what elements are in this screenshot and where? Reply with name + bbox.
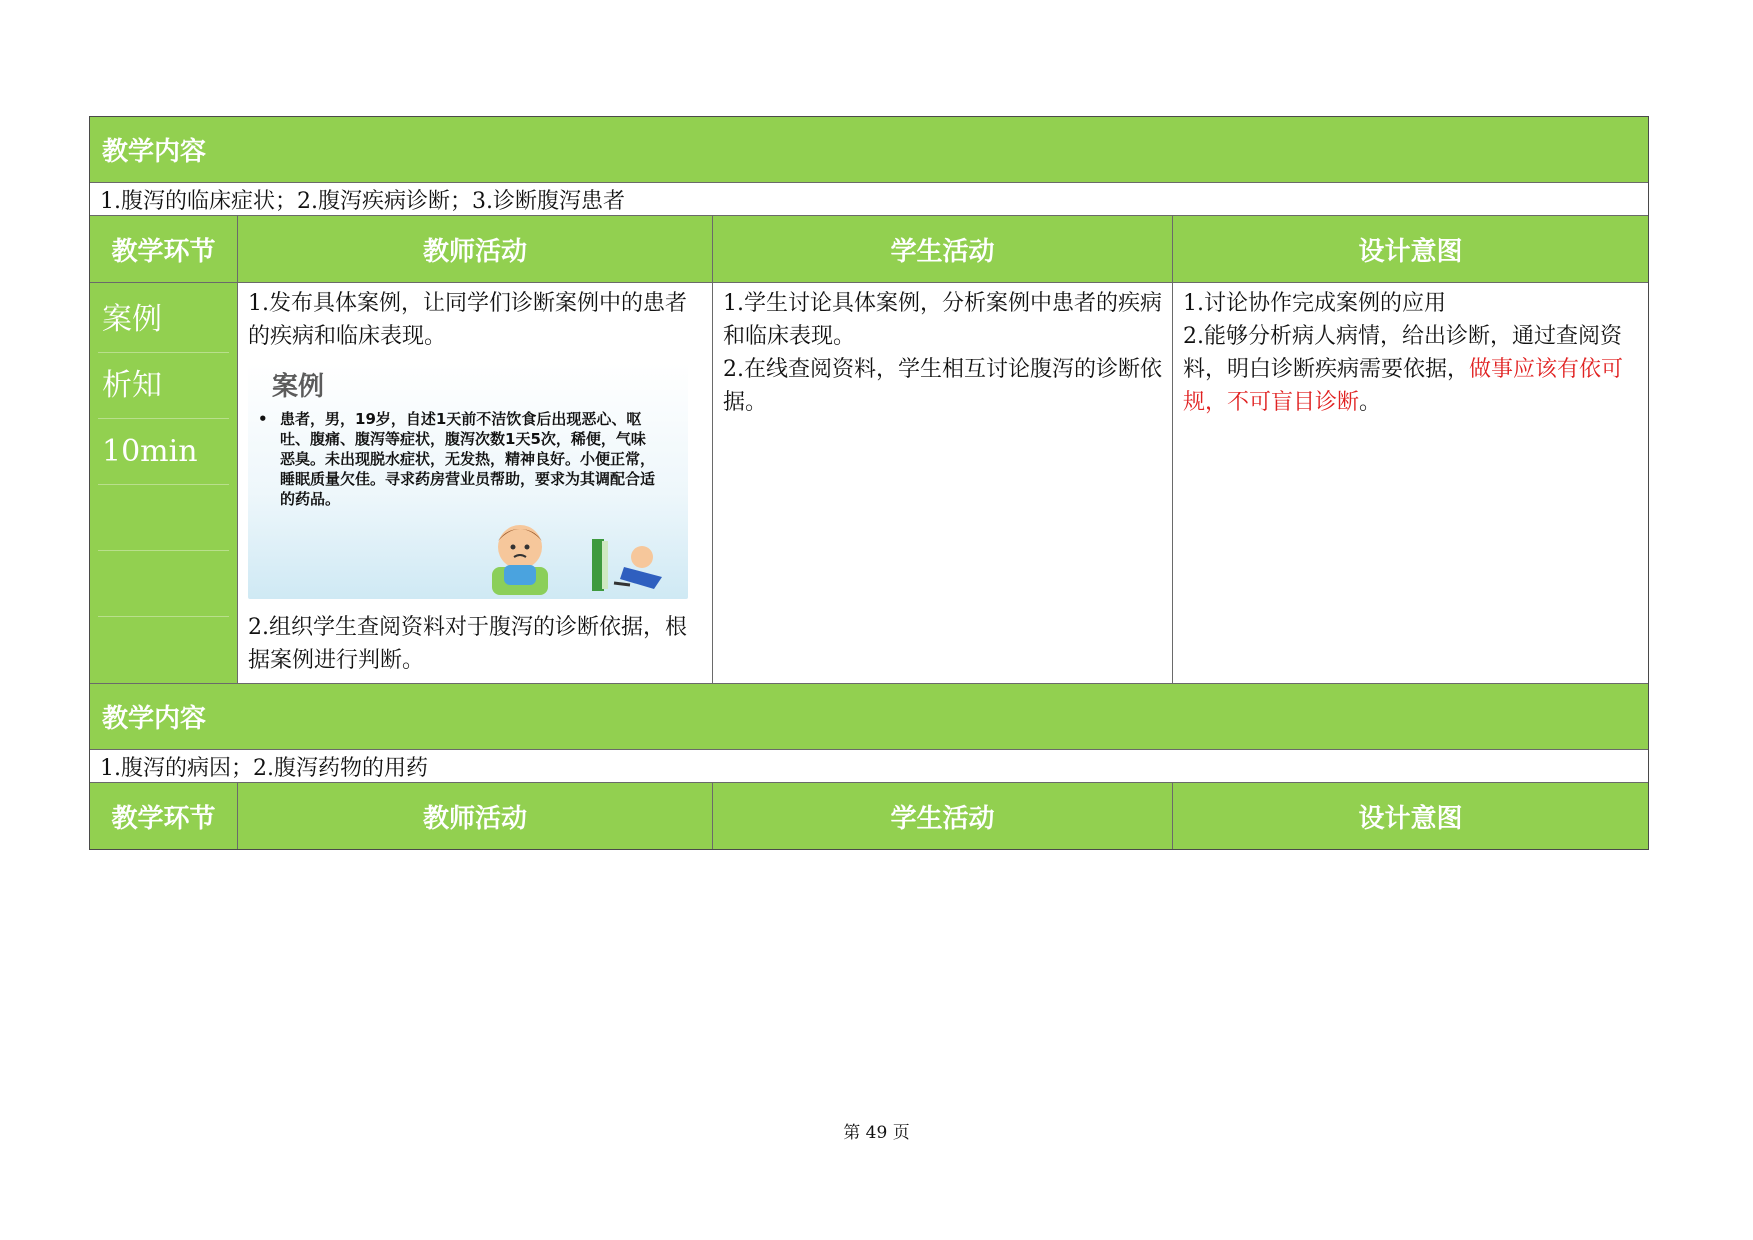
- stage-line-3: 10min: [98, 419, 229, 485]
- design-intent-2-end: 。: [1359, 390, 1382, 415]
- stage-cell: [90, 283, 238, 683]
- design-intent-2: [1183, 320, 1638, 419]
- section-band-title: 教学内容: [90, 684, 1648, 750]
- student-activity-cell: [713, 283, 1173, 683]
- stage-line-blank: [98, 617, 229, 682]
- stage-line-1: 案例: [98, 287, 229, 353]
- header-student-activity: 学生活动: [713, 216, 1173, 282]
- sick-child-illustration-icon: [474, 519, 684, 599]
- case-image-title: 案例: [272, 372, 325, 402]
- header-teaching-stage: 教学环节: [90, 783, 238, 849]
- lesson-plan-table: [89, 116, 1649, 850]
- header-teaching-stage: 教学环节: [90, 216, 238, 282]
- column-header-row: [90, 783, 1648, 849]
- case-description: 患者，男，19岁，自述1天前不洁饮食后出现恶心、呕吐、腹痛、腹泻等症状，腹泻次数1天5次，稀便，气味恶臭。未出现脱水症状，无发热，精神良好。小便正常，睡眠质量欠佳。寻求药房营业员帮助，要求为其调配合适的药品。: [280, 410, 656, 508]
- stage-line-2: 析知: [98, 353, 229, 419]
- student-activity-2: 2.在线查阅资料，学生相互讨论腹泻的诊断依据。: [723, 357, 1162, 415]
- design-intent-1: 1.讨论协作完成案例的应用: [1183, 291, 1446, 316]
- header-teacher-activity: 教师活动: [238, 783, 713, 849]
- page-number: 第 49 页: [843, 1123, 910, 1143]
- design-intent-2-highlight: 做事应该有依可规，不可盲目诊断: [1183, 357, 1624, 415]
- header-design-intent: 设计意图: [1173, 783, 1648, 849]
- section-content-text: 1.腹泻的临床症状；2.腹泻疾病诊断；3.诊断腹泻患者: [90, 183, 1648, 216]
- lesson-body-row: [90, 283, 1648, 684]
- section-band-title: 教学内容: [90, 117, 1648, 183]
- design-intent-cell: [1173, 283, 1648, 683]
- teacher-activity-1: 1.发布具体案例，让同学们诊断案例中的患者的疾病和临床表现。: [248, 291, 687, 349]
- case-image: [248, 363, 688, 599]
- teacher-activity-2: 2.组织学生查阅资料对于腹泻的诊断依据，根据案例进行判断。: [248, 615, 687, 673]
- column-header-row: [90, 216, 1648, 283]
- header-student-activity: 学生活动: [713, 783, 1173, 849]
- stage-line-blank: [98, 485, 229, 551]
- section-content-text: 1.腹泻的病因；2.腹泻药物的用药: [90, 750, 1648, 783]
- case-image-text: [258, 409, 658, 509]
- header-design-intent: 设计意图: [1173, 216, 1648, 282]
- design-intent-2-text: 2.能够分析病人病情，给出诊断，通过查阅资料，明白诊断疾病需要依据，: [1183, 324, 1622, 382]
- header-teacher-activity: 教师活动: [238, 216, 713, 282]
- bullet-icon: •: [258, 410, 268, 428]
- student-activity-1: 1.学生讨论具体案例，分析案例中患者的疾病和临床表现。: [723, 291, 1162, 349]
- stage-line-blank: [98, 551, 229, 617]
- teacher-activity-cell: [238, 283, 713, 683]
